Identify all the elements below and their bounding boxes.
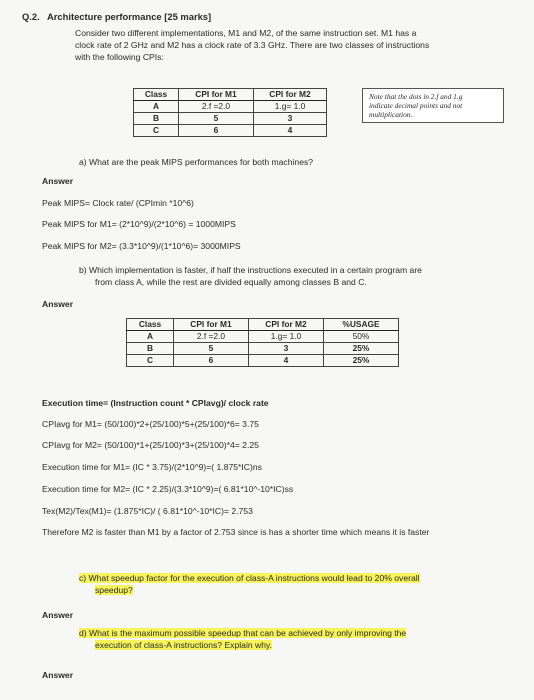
- answer-line: Tex(M2)/Tex(M1)= (1.875*IC)/ ( 6.81*10^-10*IC)= 2.753: [42, 506, 253, 516]
- table-cell: 3: [249, 343, 324, 355]
- answer-line: Execution time for M1= (IC * 3.75)/(2*10^9)=( 1.875*IC)ns: [42, 462, 262, 472]
- table-cell: 5: [179, 113, 254, 125]
- table-row: [134, 125, 327, 137]
- table-cell: 25%: [324, 343, 399, 355]
- intro-paragraph: [75, 27, 429, 63]
- note-line: multiplication.: [369, 110, 413, 119]
- question-line: b) Which implementation is faster, if half the instructions executed in a certain program are: [79, 265, 422, 275]
- part-d-question: [79, 627, 406, 651]
- column-header: CPI for M1: [174, 319, 249, 331]
- column-header: CPI for M2: [254, 89, 327, 101]
- answer-line: Peak MIPS for M1= (2*10^9)/(2*10^6) = 1000MIPS: [42, 219, 236, 229]
- table-cell: 3: [254, 113, 327, 125]
- table-cell: 6: [179, 125, 254, 137]
- answer-label: Answer: [42, 670, 74, 680]
- answer-line: CPIavg for M2= (50/100)*1+(25/100)*3+(25/100)*4= 2.25: [42, 440, 259, 450]
- part-c-question: [79, 572, 420, 596]
- highlighted-question-line: c) What speedup factor for the execution of class-A instructions would lead to 20% overall: [79, 573, 420, 583]
- table-row: [134, 113, 327, 125]
- table-cell: B: [134, 113, 179, 125]
- execution-heading: Execution time= (Instruction count * CPIavg)/ clock rate: [42, 398, 269, 408]
- table-cell: 6: [174, 355, 249, 367]
- cpi-table: [133, 88, 327, 137]
- table-cell: C: [134, 125, 179, 137]
- answer-line: CPIavg for M1= (50/100)*2+(25/100)*5+(25/100)*6= 3.75: [42, 419, 259, 429]
- conclusion-line: Therefore M2 is faster than M1 by a factor of 2.753 since is has a shorter time which means it is faster: [42, 527, 430, 537]
- highlighted-question-line: speedup?: [95, 585, 133, 595]
- question-number: Q.2.: [22, 11, 40, 22]
- question-marks: [25 marks]: [164, 11, 212, 22]
- table-cell: B: [127, 343, 174, 355]
- question-line: from class A, while the rest are divided equally among classes B and C.: [95, 277, 367, 287]
- usage-table: [126, 318, 399, 367]
- table-row: [127, 343, 399, 355]
- note-line: Note that the dots in 2.f and 1.g: [369, 92, 463, 101]
- part-a-question: a) What are the peak MIPS performances for both machines?: [79, 157, 314, 167]
- answer-label: Answer: [42, 299, 74, 309]
- column-header: CPI for M1: [179, 89, 254, 101]
- table-row: [127, 355, 399, 367]
- table-cell: 4: [249, 355, 324, 367]
- table-cell: A: [127, 331, 174, 343]
- table-row: [134, 101, 327, 113]
- highlighted-question-line: d) What is the maximum possible speedup that can be achieved by only improving the: [79, 628, 407, 638]
- answer-label: Answer: [42, 176, 74, 186]
- question-title: [47, 11, 211, 22]
- column-header: Class: [134, 89, 179, 101]
- column-header: Class: [127, 319, 174, 331]
- table-cell: 2.f =2.0: [174, 331, 249, 343]
- table-cell: 4: [254, 125, 327, 137]
- table-cell: 1.g= 1.0: [254, 101, 327, 113]
- part-b-question: [79, 264, 422, 288]
- answer-line: Peak MIPS for M2= (3.3*10^9)/(1*10^6)= 3000MIPS: [42, 241, 241, 251]
- table-cell: 5: [174, 343, 249, 355]
- intro-line: Consider two different implementations, M1 and M2, of the same instruction set. M1 has a: [75, 28, 417, 38]
- table-cell: 50%: [324, 331, 399, 343]
- column-header: CPI for M2: [249, 319, 324, 331]
- table-row: [127, 331, 399, 343]
- answer-line: Peak MIPS= Clock rate/ (CPImin *10^6): [42, 198, 194, 208]
- table-cell: A: [134, 101, 179, 113]
- decimal-note: [362, 88, 504, 123]
- note-line: indicate decimal points and not: [369, 101, 463, 110]
- answer-label: Answer: [42, 610, 74, 620]
- intro-line: clock rate of 2 GHz and M2 has a clock rate of 3.3 GHz. There are two classes of instructions: [75, 40, 430, 50]
- answer-line: Execution time for M2= (IC * 2.25)/(3.3*10^9)=( 6.81*10^-10*IC)ss: [42, 484, 294, 494]
- highlighted-question-line: execution of class-A instructions? Explain why.: [95, 640, 273, 650]
- intro-line: with the following CPIs:: [75, 52, 164, 62]
- table-cell: C: [127, 355, 174, 367]
- table-cell: 25%: [324, 355, 399, 367]
- question-title-text: Architecture performance: [47, 11, 162, 22]
- table-header-row: [127, 319, 399, 331]
- column-header: %USAGE: [324, 319, 399, 331]
- table-cell: 2.f =2.0: [179, 101, 254, 113]
- table-cell: 1.g= 1.0: [249, 331, 324, 343]
- table-header-row: [134, 89, 327, 101]
